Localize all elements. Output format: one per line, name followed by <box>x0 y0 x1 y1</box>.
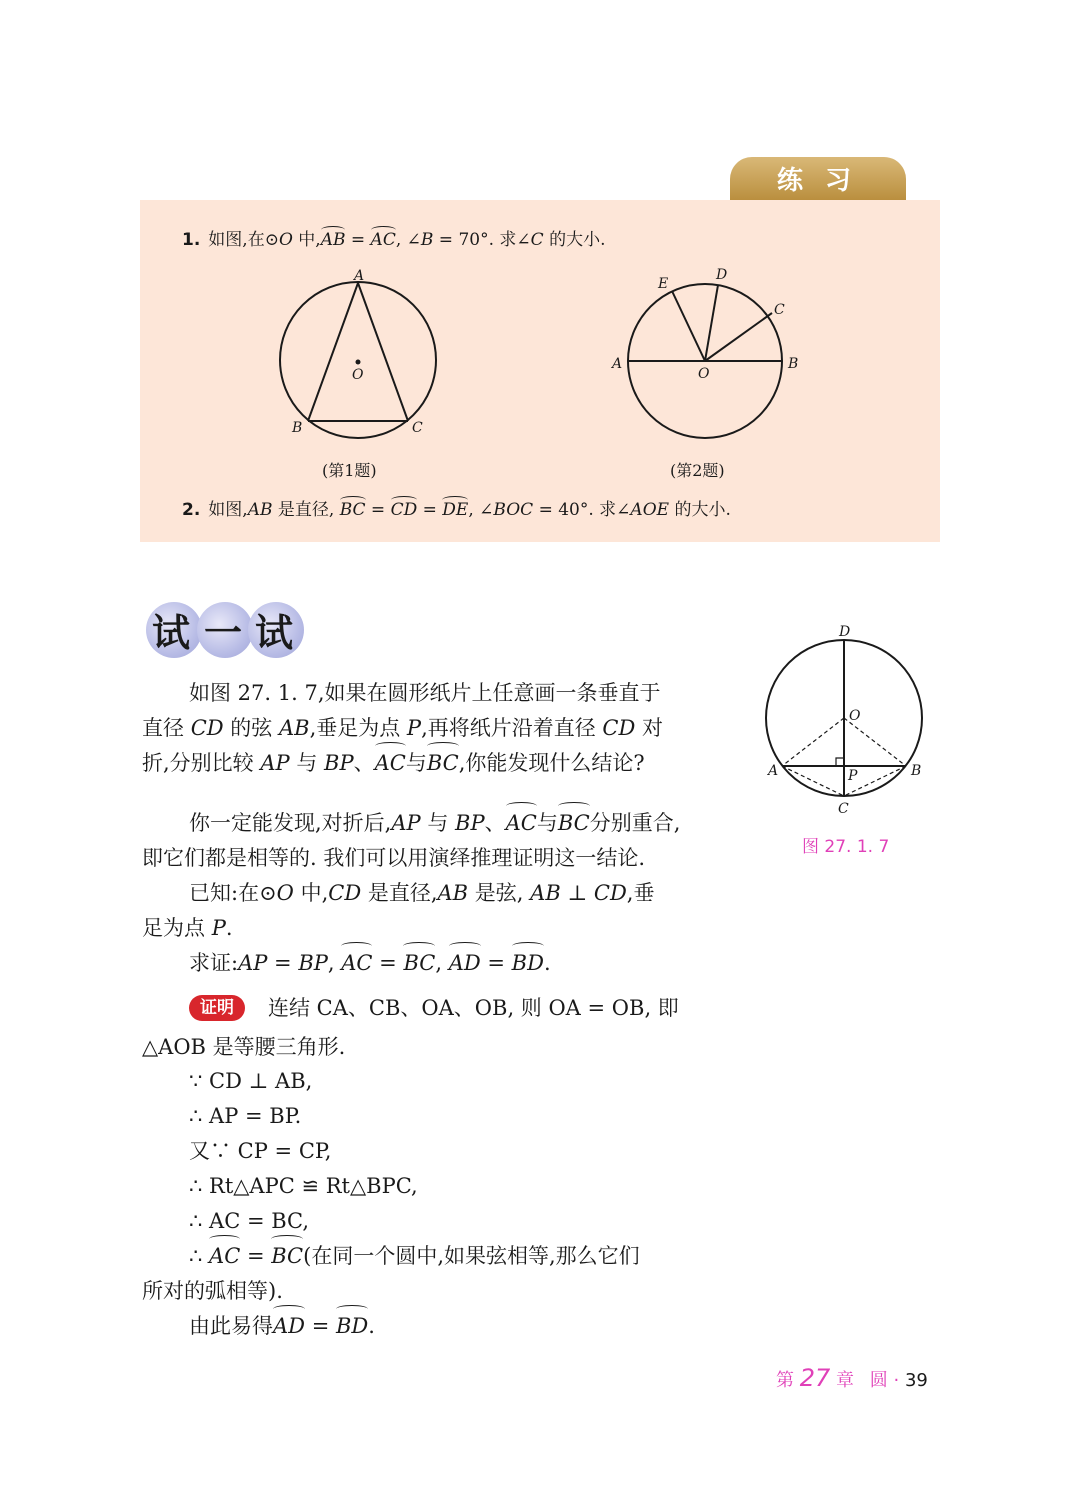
footer-chapter-title: 圆 <box>869 1370 888 1391</box>
label-c: C <box>838 801 849 817</box>
radius-oe <box>672 291 705 361</box>
question-1: 1. 如图,在⊙O 中,AB = AC, ∠B = 70°. 求∠C 的大小. <box>182 230 606 250</box>
label-b: B <box>911 763 922 779</box>
practice-box <box>140 200 940 542</box>
label-d: D <box>839 624 851 640</box>
segment-ac <box>358 283 408 421</box>
label-b: B <box>788 356 799 372</box>
paragraph2-line1: 你一定能发现,对折后,AP 与 BP、AC与BC分别重合, <box>189 806 680 841</box>
try-char-2: 一 <box>204 611 243 655</box>
figure-problem-2 <box>608 262 808 442</box>
figure-27-1-7 <box>752 620 942 820</box>
segment-ob <box>844 718 906 766</box>
label-a: A <box>612 356 623 372</box>
radius-od <box>705 285 718 361</box>
paragraph1-line3: 折,分别比较 AP 与 BP、AC与BC,你能发现什么结论? <box>142 746 645 781</box>
footer-chapter-number: 27 <box>799 1364 831 1392</box>
label-b: B <box>292 420 303 436</box>
proof-arc-line2: 所对的弧相等). <box>142 1279 283 1303</box>
label-o: O <box>698 366 710 382</box>
label-o: O <box>352 367 364 383</box>
proof-step: ∵ CD ⊥ AB, <box>189 1069 313 1093</box>
proof-final-line: 由此易得AD = BD. <box>189 1309 375 1344</box>
segment-ac <box>782 766 844 796</box>
footer-di: 第 <box>776 1370 794 1391</box>
paragraph2-line2: 即它们都是相等的. 我们可以用演绎推理证明这一结论. <box>142 846 646 870</box>
try-char-3: 试 <box>255 611 294 655</box>
proof-line2: △AOB 是等腰三角形. <box>142 1035 346 1059</box>
segment-ab <box>308 283 358 421</box>
page-footer <box>776 1364 928 1392</box>
radius-oc <box>705 313 772 361</box>
label-o: O <box>849 708 861 724</box>
figure-caption: 图 27. 1. 7 <box>802 837 890 857</box>
proof-arc-line: ∴ AC = BC(在同一个圆中,如果弦相等,那么它们 <box>189 1239 640 1274</box>
center-dot <box>356 360 361 365</box>
proof-step: ∴ Rt△APC ≌ Rt△BPC, <box>189 1174 418 1198</box>
label-a: A <box>768 763 779 779</box>
practice-tab: 练习 <box>730 157 906 201</box>
page-number: 39 <box>904 1370 928 1391</box>
label-c: C <box>412 420 423 436</box>
try-char-1: 试 <box>152 611 191 655</box>
right-angle-mark <box>836 758 844 766</box>
proof-badge: 证明 <box>189 995 245 1021</box>
label-e: E <box>658 276 669 292</box>
label-d: D <box>716 267 728 283</box>
segment-oa <box>782 718 844 766</box>
label-c: C <box>774 302 785 318</box>
prove-line: 求证:AP = BP, AC = BC, AD = BD. <box>189 946 551 981</box>
question-2: 2. 如图,AB 是直径, BC = CD = DE, ∠BOC = 40°. 求∠AOE 的大小. <box>182 500 731 520</box>
label-p: P <box>848 768 858 784</box>
caption-problem-1: (第1题) <box>322 461 377 480</box>
proof-line1: 连结 CA、CB、OA、OB, 则 OA = OB, 即 <box>268 996 679 1020</box>
try-it-header <box>142 598 312 662</box>
figure-problem-1 <box>270 262 450 442</box>
proof-step: ∴ AC = BC, <box>189 1209 310 1233</box>
caption-problem-2: (第2题) <box>670 461 725 480</box>
paragraph1-line2: 直径 CD 的弦 AB,垂足为点 P,再将纸片沿着直径 CD 对 <box>142 716 664 740</box>
given-line1: 已知:在⊙O 中,CD 是直径,AB 是弦, AB ⊥ CD,垂 <box>189 881 655 905</box>
proof-step: 又∵ CP = CP, <box>189 1139 332 1163</box>
given-line2: 足为点 P. <box>142 916 233 940</box>
footer-separator: · <box>893 1370 900 1391</box>
label-a: A <box>354 268 365 284</box>
paragraph1-line1: 如图 27. 1. 7,如果在圆形纸片上任意画一条垂直于 <box>189 681 661 705</box>
footer-zhang: 章 <box>836 1370 855 1391</box>
proof-step: ∴ AP = BP. <box>189 1104 302 1128</box>
